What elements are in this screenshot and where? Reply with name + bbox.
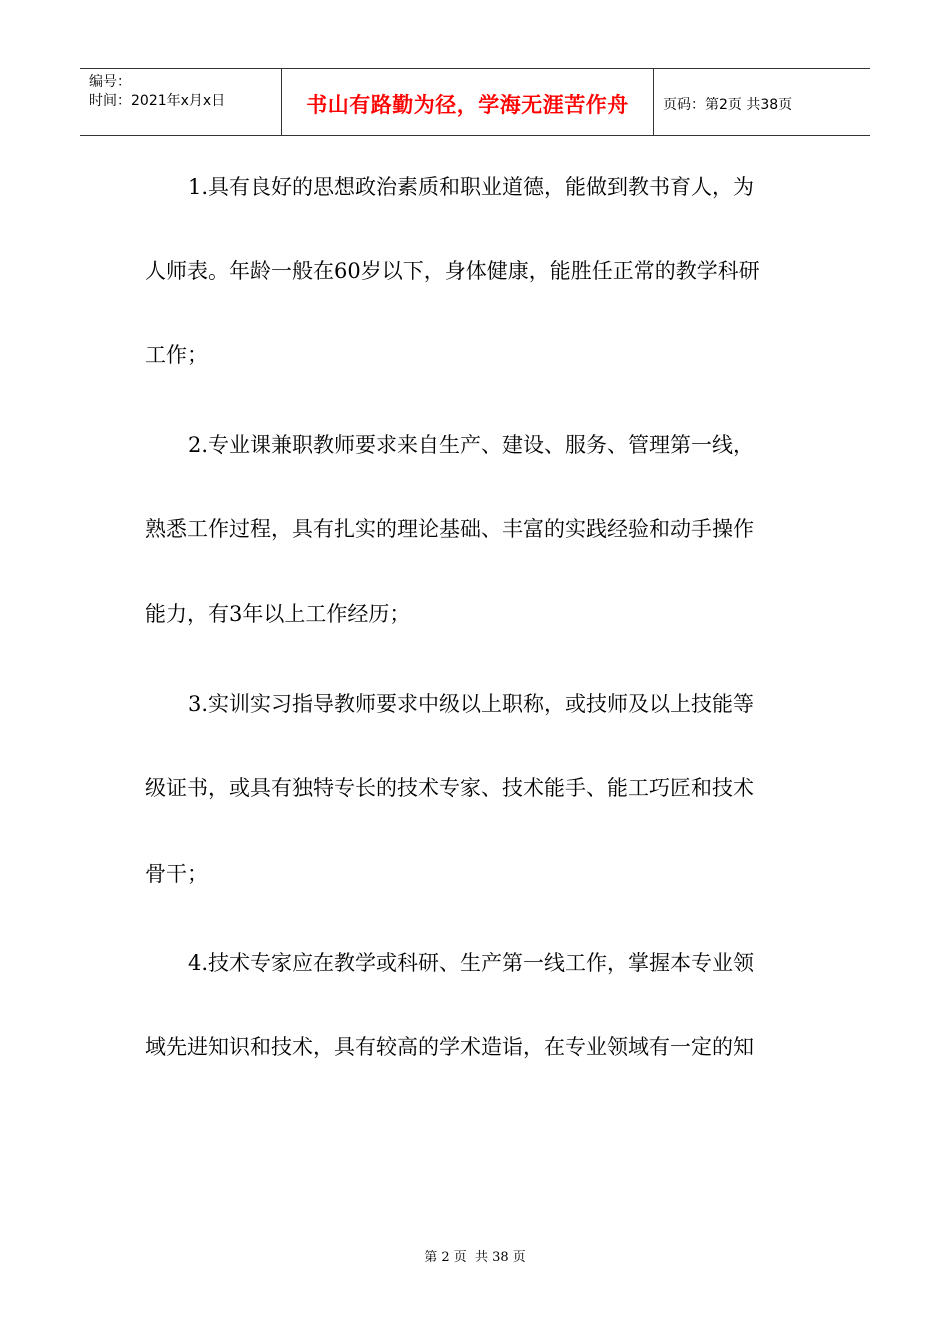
body-line-7: 3.实训实习指导教师要求中级以上职称，或技师及以上技能等 [188, 692, 755, 716]
header-motto-cell [281, 69, 654, 135]
header-meta [80, 69, 281, 135]
body-line-2: 人师表。年龄一般在60岁以下，身体健康，能胜任正常的教学科研 [145, 259, 760, 283]
body-line-5: 熟悉工作过程，具有扎实的理论基础、丰富的实践经验和动手操作 [145, 517, 754, 541]
body-line-9: 骨干； [145, 862, 208, 886]
body-line-11: 域先进知识和技术，具有较高的学术造诣，在专业领域有一定的知 [145, 1035, 754, 1059]
body-line-8: 级证书，或具有独特专长的技术专家、技术能手、能工巧匠和技术 [145, 776, 754, 800]
header-motto: 书山有路勤为径，学海无涯苦作舟 [306, 92, 629, 117]
body-line-3: 工作； [145, 343, 208, 367]
body-line-6: 能力，有3年以上工作经历； [145, 602, 411, 626]
header-page-info: 页码：第2页 共38页 [663, 97, 793, 113]
page-header [80, 68, 870, 136]
document-number: 编号： [89, 74, 131, 90]
body-line-4: 2.专业课兼职教师要求来自生产、建设、服务、管理第一线， [188, 433, 755, 457]
page-footer: 第 2 页 共 38 页 [424, 1250, 526, 1265]
document-date: 时间：2021年x月x日 [89, 93, 226, 109]
body-line-1: 1.具有良好的思想政治素质和职业道德，能做到教书育人，为 [188, 175, 755, 199]
body-line-10: 4.技术专家应在教学或科研、生产第一线工作，掌握本专业领 [188, 951, 755, 975]
